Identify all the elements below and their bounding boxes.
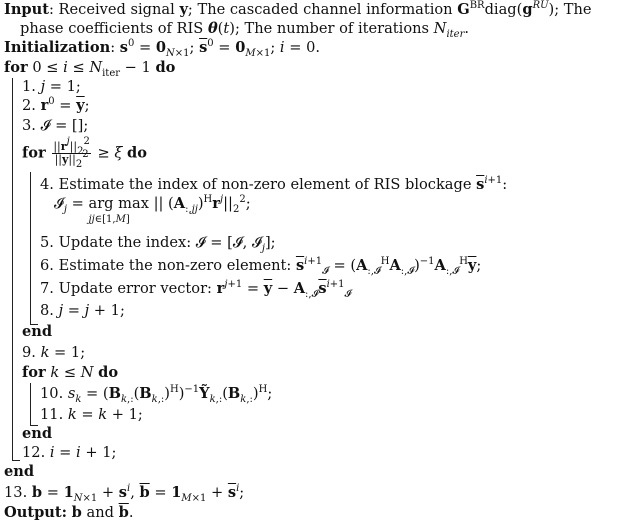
outer-loop-bar-end	[12, 460, 20, 461]
inner1-loop-bar	[30, 172, 31, 324]
step-13: 13. $b = 1_{N\times 1} + s^i$, $\overline{b} = 1_{M\times 1} + \overline{s}^i$;	[4, 483, 245, 504]
step-12: 12. i = i + 1;	[22, 444, 117, 461]
output-line: Output: b and $\overline{b}$.	[4, 504, 134, 521]
output-keyword: Output:	[4, 504, 68, 521]
step-10: 10. $s_k$ = $(B_{k,:}(B_{k,:})^H)^{-1}Ỹ_{k,:}(B_{k,:})^H$;	[40, 384, 273, 405]
step-9: 9. k = 1;	[22, 344, 86, 361]
for-outer: for $0 \le i \le N_{iter} - 1$ do	[4, 59, 176, 79]
step-6: 6. Estimate the non-zero element: $\overline{s}^{i+1}_𝓘 = (A_{:,𝓘}^HA_{:,𝓘})^{-1}A_{:,𝓘}^H\overline{y}$;	[40, 256, 482, 277]
step-2: 2. $r^0 = \overline{y}$;	[22, 96, 90, 114]
inner2-loop-bar	[30, 383, 31, 425]
initialization-line: Initialization: $s^0 = 0_{N\times 1}$; $\overline{s}^0 = 0_{M\times 1}$; i = 0.	[4, 38, 321, 59]
step-1: 1. j = 1;	[22, 78, 81, 95]
for-inner-1: for $\frac{||r^j||_2^2}{||y||_2^2}$ ≥ ξ do	[22, 136, 147, 170]
step-7: 7. Update error vector: $r^{j+1} = \overline{y} - A_{:,𝓘}\overline{s}^{i+1}_𝓘$	[40, 279, 352, 300]
end-outer: end	[4, 463, 35, 480]
outer-loop-bar	[12, 78, 13, 460]
input-line-1: Input: Received signal y; The cascaded channel information $G^{BR}diag(g^{RU})$; The	[4, 0, 592, 18]
step-4-formula: 𝓘$_j$ = arg max jj∈[1,M] || $(A_{:,jj})^Hr^j||_2^2$;	[54, 194, 251, 225]
input-keyword: Input	[4, 1, 49, 18]
input-line-2: phase coefficients of RIS θ(t); The number of iterations $N_{iter}$.	[20, 20, 469, 40]
end-inner-2: end	[22, 425, 53, 442]
step-8: 8. j = j + 1;	[40, 302, 125, 319]
step-11: 11. k = k + 1;	[40, 406, 143, 423]
step-4: 4. Estimate the index of non-zero element of RIS blockage $\overline{s}^{i+1}$:	[40, 175, 508, 193]
end-inner-1: end	[22, 323, 53, 340]
step-3: 3. 𝓘 = [];	[22, 117, 89, 134]
step-5: 5. Update the index: 𝓘 = [𝓘, 𝓘$_j$];	[40, 234, 276, 254]
init-keyword: Initialization	[4, 39, 111, 56]
for-inner-2: for k ≤ N do	[22, 364, 119, 381]
